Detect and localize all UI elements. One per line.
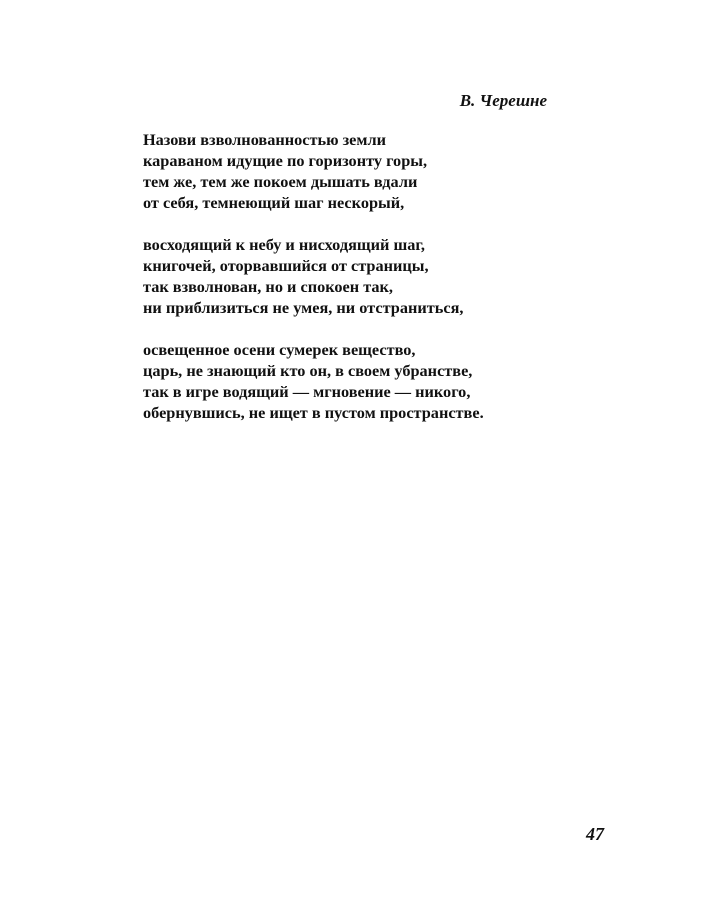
poem-line: караваном идущие по горизонту горы, xyxy=(143,151,428,170)
stanza xyxy=(143,339,583,423)
stanza xyxy=(143,234,583,318)
stanza xyxy=(143,129,583,213)
poem-line: освещенное осени сумерек вещество, xyxy=(143,340,416,359)
poem-line: ни приблизиться не умея, ни отстраниться, xyxy=(143,298,464,317)
poem-line: книгочей, оторвавшийся от страницы, xyxy=(143,256,429,275)
dedication: В. Черешне xyxy=(459,91,547,110)
poem-line: так в игре водящий — мгновение — никого, xyxy=(143,382,471,401)
poem-line: восходящий к небу и нисходящий шаг, xyxy=(143,235,425,254)
poem-line: от себя, темнеющий шаг нескорый, xyxy=(143,193,405,212)
poem-line: Назови взволнованностью земли xyxy=(143,130,386,149)
poem-line: обернувшись, не ищет в пустом пространстве. xyxy=(143,403,484,422)
poem-line: царь, не знающий кто он, в своем убранстве, xyxy=(143,361,473,380)
poem-line: тем же, тем же покоем дышать вдали xyxy=(143,172,418,191)
poem xyxy=(143,129,583,444)
poem-line: так взволнован, но и спокоен так, xyxy=(143,277,393,296)
page-number: 47 xyxy=(586,824,604,844)
